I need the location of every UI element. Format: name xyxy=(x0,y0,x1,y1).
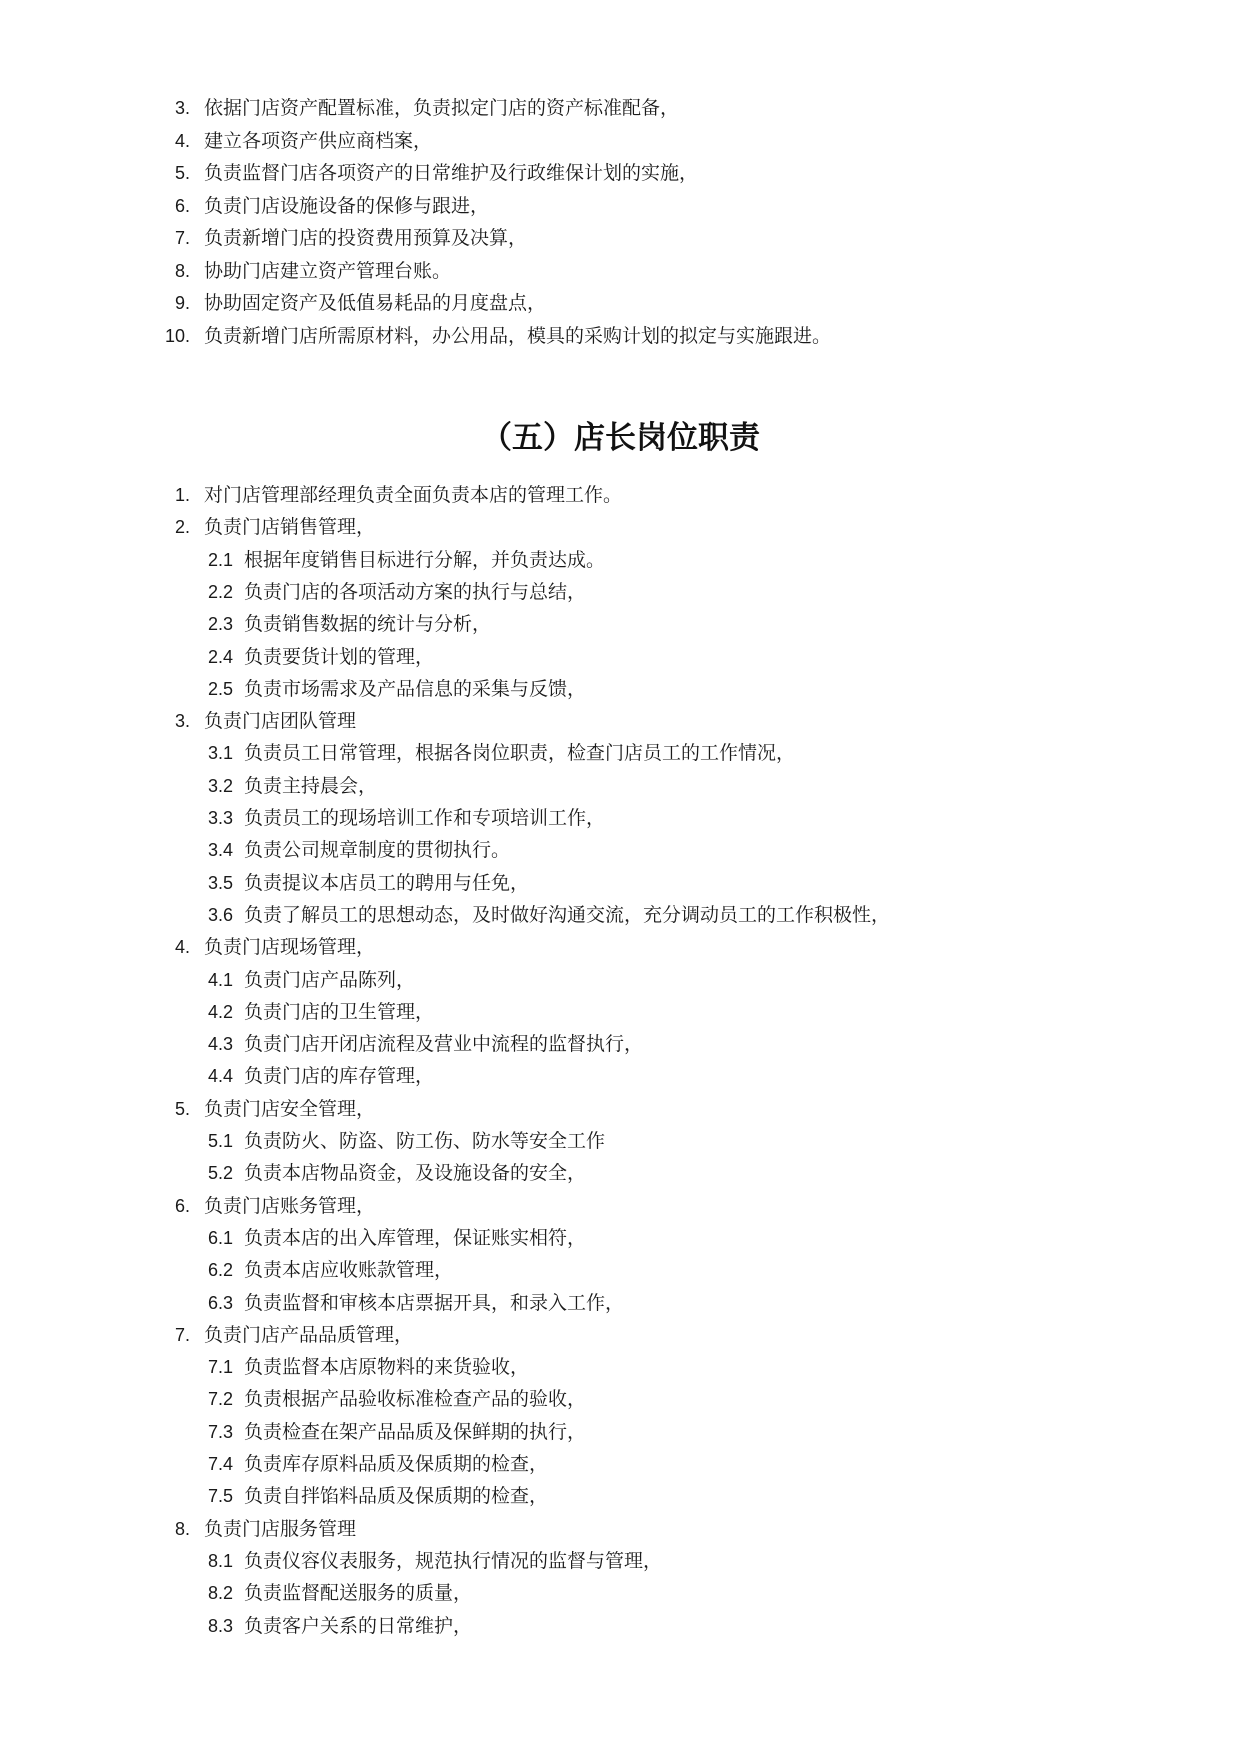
list-item-text: 负责防火、防盗、防工伤、防水等安全工作 xyxy=(244,1130,606,1152)
sub-list-item xyxy=(208,612,491,636)
list-item-number: 4.1 xyxy=(208,969,234,990)
list-item xyxy=(150,709,356,733)
list-item-text: 建立各项资产供应商档案， xyxy=(204,129,433,152)
list-item-number: 2.2 xyxy=(208,581,234,602)
list-item-text: 负责监督配送服务的质量， xyxy=(244,1582,473,1605)
list-item-text: 负责门店服务管理 xyxy=(204,1517,357,1540)
sub-list-item xyxy=(208,1387,586,1411)
list-item-text: 负责提议本店员工的聘用与任免， xyxy=(244,871,530,894)
list-item-number: 7.2 xyxy=(208,1389,234,1410)
list-item-number: 3.2 xyxy=(208,775,234,796)
list-item-number: 2.1 xyxy=(208,549,234,570)
list-item-number: 10. xyxy=(164,325,190,346)
sub-list-item xyxy=(208,968,415,992)
sub-list-item xyxy=(208,1484,548,1508)
list-item-text: 负责员工日常管理，根据各岗位职责，检查门店员工的工作情况， xyxy=(244,742,796,765)
list-item-number: 3.5 xyxy=(208,872,234,893)
list-item-text: 负责根据产品验收标准检查产品的验收， xyxy=(244,1388,587,1411)
list-item xyxy=(150,291,546,315)
list-item-number: 6. xyxy=(174,195,190,216)
list-item-number: 5. xyxy=(174,163,190,183)
sub-list-item xyxy=(208,774,377,798)
list-item-text: 负责门店产品品质管理， xyxy=(204,1323,414,1346)
list-item-text: 负责门店的库存管理， xyxy=(244,1065,435,1088)
section-title: （五）店长岗位职责 xyxy=(481,420,760,456)
list-item xyxy=(150,129,432,153)
list-item-number: 7.3 xyxy=(208,1421,234,1442)
list-item-text: 负责新增门店所需原材料，办公用品，模具的采购计划的拟定与实施跟进。 xyxy=(204,324,832,347)
list-item-number: 6.1 xyxy=(208,1227,234,1248)
list-item-text: 负责库存原料品质及保质期的检查， xyxy=(244,1453,549,1475)
list-item-text: 负责门店销售管理， xyxy=(204,516,376,539)
list-item-number: 8.1 xyxy=(208,1550,234,1571)
list-item-number: 7.5 xyxy=(208,1486,234,1507)
list-item-number: 3.4 xyxy=(208,840,234,861)
list-item-text: 负责监督和审核本店票据开具，和录入工作， xyxy=(244,1291,625,1314)
list-item-text: 负责了解员工的思想动态，及时做好沟通交流，充分调动员工的工作积极性， xyxy=(244,903,891,926)
list-item-text: 根据年度销售目标进行分解，并负责达成。 xyxy=(244,548,606,571)
list-item-number: 3.3 xyxy=(208,808,234,828)
sub-list-item xyxy=(208,645,434,669)
list-item-number: 8.3 xyxy=(208,1615,234,1636)
list-item-number: 8. xyxy=(174,1518,190,1539)
list-item-text: 负责主持晨会， xyxy=(244,774,378,797)
sub-list-item xyxy=(208,1161,586,1185)
list-item xyxy=(150,1194,375,1218)
list-item-text: 负责门店开闭店流程及营业中流程的监督执行， xyxy=(244,1033,644,1056)
list-item-text: 负责门店的各项活动方案的执行与总结， xyxy=(244,580,587,603)
list-item-text: 负责要货计划的管理， xyxy=(244,645,435,668)
list-item-number: 4. xyxy=(174,937,190,958)
list-item xyxy=(150,226,527,250)
list-item-text: 负责本店物品资金，及设施设备的安全， xyxy=(244,1162,587,1185)
list-item-number: 7. xyxy=(174,1324,190,1345)
sub-list-item xyxy=(208,1452,548,1476)
list-item-number: 3.6 xyxy=(208,904,234,925)
list-item-text: 负责员工的现场培训工作和专项培训工作， xyxy=(244,807,606,829)
list-item-number: 5.1 xyxy=(208,1131,234,1151)
list-item-number: 9. xyxy=(174,293,190,313)
sub-list-item xyxy=(208,1129,605,1153)
list-item-number: 3.1 xyxy=(208,743,234,764)
list-item xyxy=(150,515,375,539)
list-item-number: 2.3 xyxy=(208,614,234,635)
list-item-text: 负责客户关系的日常维护， xyxy=(244,1614,473,1637)
list-item-text: 协助固定资产及低值易耗品的月度盘点， xyxy=(204,292,547,314)
list-item-text: 负责门店现场管理， xyxy=(204,936,376,959)
list-item-number: 2.4 xyxy=(208,646,234,667)
sub-list-item xyxy=(208,806,605,830)
sub-list-item xyxy=(208,1064,434,1088)
list-item xyxy=(150,1323,413,1347)
sub-list-item xyxy=(208,1226,586,1250)
list-item-number: 7. xyxy=(174,228,190,248)
list-item-number: 5. xyxy=(174,1098,190,1119)
list-item-text: 负责门店产品陈列， xyxy=(244,968,416,991)
list-item-text: 负责门店团队管理 xyxy=(204,710,357,733)
list-item-number: 7.4 xyxy=(208,1454,234,1474)
list-item-number: 2.5 xyxy=(208,678,234,699)
list-item xyxy=(150,96,679,120)
list-item xyxy=(150,1517,356,1541)
sub-list-item xyxy=(208,1420,586,1444)
list-item-number: 3. xyxy=(174,711,190,732)
sub-list-item xyxy=(208,1581,472,1605)
list-item-number: 8. xyxy=(174,260,190,281)
list-item-number: 6.2 xyxy=(208,1260,234,1281)
sub-list-item xyxy=(208,1614,472,1638)
sub-list-item xyxy=(208,903,890,927)
list-item xyxy=(150,259,451,283)
list-item-text: 负责新增门店的投资费用预算及决算， xyxy=(204,227,528,249)
sub-list-item xyxy=(208,871,529,895)
list-item-number: 4.4 xyxy=(208,1066,234,1087)
list-item-text: 负责门店安全管理， xyxy=(204,1097,376,1120)
sub-list-item xyxy=(208,1355,529,1379)
sub-list-item xyxy=(208,1000,434,1024)
list-item-text: 负责本店应收账款管理， xyxy=(244,1259,454,1282)
sub-list-item xyxy=(208,580,586,604)
list-item-text: 负责销售数据的统计与分析， xyxy=(244,613,492,636)
list-item-text: 负责监督本店原物料的来货验收， xyxy=(244,1356,530,1379)
list-item-number: 6.3 xyxy=(208,1292,234,1313)
sub-list-item xyxy=(208,1258,453,1282)
list-item-number: 5.2 xyxy=(208,1163,234,1184)
list-item-text: 负责公司规章制度的贯彻执行。 xyxy=(244,839,511,862)
list-item-text: 负责监督门店各项资产的日常维护及行政维保计划的实施， xyxy=(204,162,699,184)
list-item-text: 负责自拌馅料品质及保质期的检查， xyxy=(244,1485,549,1508)
list-item-text: 负责门店账务管理， xyxy=(204,1194,376,1217)
list-item-number: 7.1 xyxy=(208,1357,234,1378)
list-item-number: 8.2 xyxy=(208,1583,234,1604)
list-item-text: 负责市场需求及产品信息的采集与反馈， xyxy=(244,677,587,700)
list-item-number: 1. xyxy=(174,485,190,505)
sub-list-item xyxy=(208,1549,662,1573)
list-item-number: 4. xyxy=(174,130,190,151)
list-item xyxy=(150,1097,375,1121)
sub-list-item xyxy=(208,838,510,862)
list-item-text: 依据门店资产配置标准，负责拟定门店的资产标准配备， xyxy=(204,97,680,119)
list-item-number: 4.3 xyxy=(208,1034,234,1055)
sub-list-item xyxy=(208,741,795,765)
list-item-text: 对门店管理部经理负责全面负责本店的管理工作。 xyxy=(204,484,623,506)
list-item xyxy=(150,935,375,959)
sub-list-item xyxy=(208,1032,643,1056)
list-item-number: 6. xyxy=(174,1195,190,1216)
list-item xyxy=(150,324,831,348)
list-item-text: 协助门店建立资产管理台账。 xyxy=(204,259,452,282)
list-item xyxy=(150,194,489,218)
list-item-text: 负责检查在架产品品质及保鲜期的执行， xyxy=(244,1420,587,1443)
list-item xyxy=(150,483,622,507)
list-item-number: 2. xyxy=(174,517,190,538)
list-item-number: 3. xyxy=(174,98,190,118)
list-item xyxy=(150,161,698,185)
list-item-number: 4.2 xyxy=(208,1001,234,1022)
sub-list-item xyxy=(208,548,605,572)
sub-list-item xyxy=(208,677,586,701)
list-item-text: 负责本店的出入库管理，保证账实相符， xyxy=(244,1226,587,1249)
list-item-text: 负责门店设施设备的保修与跟进， xyxy=(204,194,490,217)
sub-list-item xyxy=(208,1291,624,1315)
list-item-text: 负责门店的卫生管理， xyxy=(244,1000,435,1023)
list-item-text: 负责仪容仪表服务，规范执行情况的监督与管理， xyxy=(244,1549,663,1572)
